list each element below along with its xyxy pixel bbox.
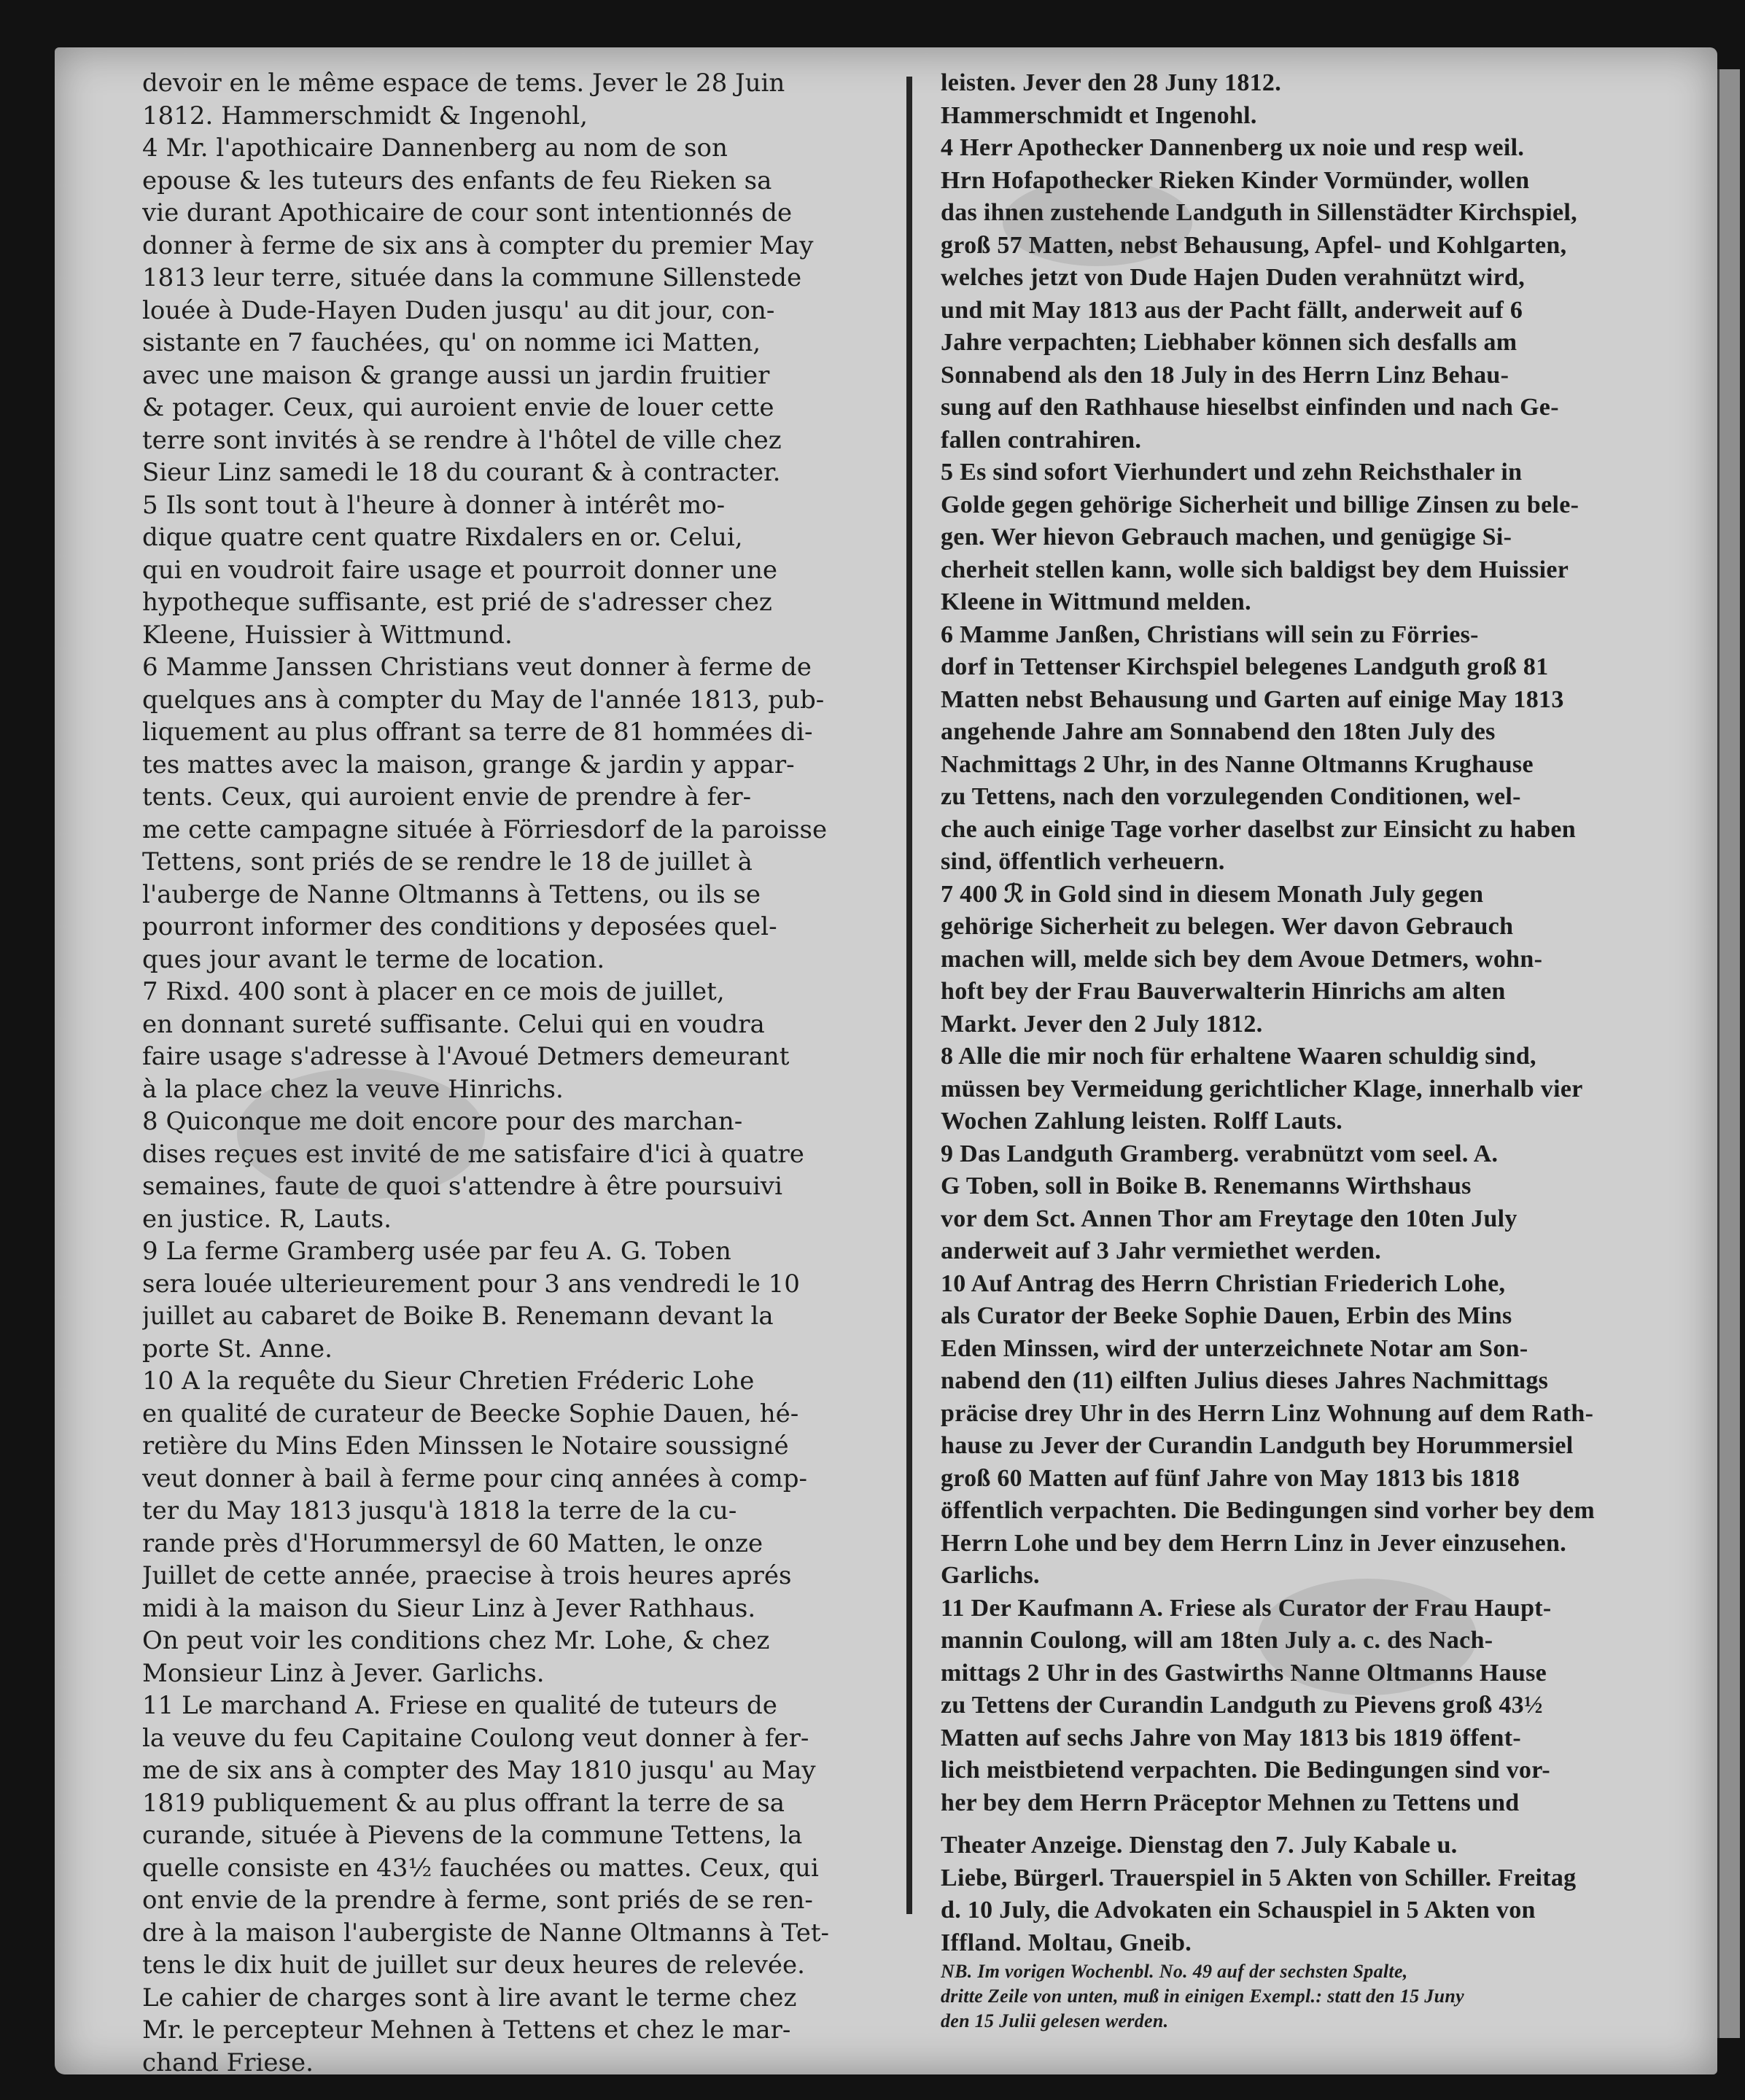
text-line: nabend den (11) eilften Julius dieses Jahres Nachmittags bbox=[941, 1367, 1549, 1394]
text-line: Markt. Jever den 2 July 1812. bbox=[941, 1010, 1263, 1038]
text-line: Matten nebst Behausung und Garten auf einige May 1813 bbox=[941, 685, 1564, 713]
text-line: dre à la maison l'aubergiste de Nanne Oltmanns à Tet- bbox=[142, 1918, 829, 1948]
text-line: epouse & les tuteurs des enfants de feu Rieken sa bbox=[142, 166, 772, 195]
text-line: ter du May 1813 jusqu'à 1818 la terre de la cu- bbox=[142, 1496, 737, 1525]
text-line: Sonnabend als den 18 July in des Herrn Linz Behau- bbox=[941, 361, 1509, 389]
text-line: Garlichs. bbox=[941, 1562, 1040, 1589]
text-line: sistante en 7 fauchées, qu' on nomme ici Matten, bbox=[142, 328, 761, 357]
text-line: liquement au plus offrant sa terre de 81 hommées di- bbox=[142, 718, 813, 747]
text-line: midi à la maison du Sieur Linz à Jever Rathhaus. bbox=[142, 1593, 756, 1623]
text-line: gen. Wer hievon Gebrauch machen, und genügige Si- bbox=[941, 524, 1512, 551]
text-line: Matten auf sechs Jahre von May 1813 bis 1819 öffent- bbox=[941, 1724, 1521, 1751]
section-gap bbox=[941, 1819, 1699, 1829]
text-line: porte St. Anne. bbox=[142, 1334, 333, 1364]
text-line: welches jetzt von Dude Hajen Duden verahnützt wird, bbox=[941, 264, 1526, 291]
text-line: curande, située à Pievens de la commune Tettens, la bbox=[142, 1821, 803, 1850]
text-line: vie durant Apothicaire de cour sont intentionnés de bbox=[142, 198, 793, 228]
text-line: tes mattes avec la maison, grange & jardin y appar- bbox=[142, 750, 795, 779]
text-line: sung auf den Rathhause hieselbst einfinden und nach Ge- bbox=[941, 394, 1559, 421]
text-line: das ihnen zustehende Landguth in Sillenstädter Kirchspiel, bbox=[941, 199, 1577, 226]
text-line: l'auberge de Nanne Oltmanns à Tettens, ou ils se bbox=[142, 879, 761, 909]
text-line: devoir en le même espace de tems. Jever le 28 Juin bbox=[142, 69, 785, 98]
text-line: ques jour avant le terme de location. bbox=[142, 944, 605, 974]
text-line: groß 57 Matten, nebst Behausung, Apfel- und Kohlgarten, bbox=[941, 231, 1567, 259]
text-line: vor dem Sct. Annen Thor am Freytage den 10ten July bbox=[941, 1205, 1517, 1232]
text-line: me de six ans à compter des May 1810 jusqu' au May bbox=[142, 1756, 816, 1785]
text-line: müssen bey Vermeidung gerichtlicher Klage, innerhalb vier bbox=[941, 1075, 1583, 1102]
text-line: ont envie de la prendre à ferme, sont priés de se ren- bbox=[142, 1886, 813, 1915]
column-divider-rule bbox=[906, 77, 912, 1914]
text-line: anderweit auf 3 Jahr vermiethet werden. bbox=[941, 1237, 1382, 1264]
text-line: Kleene in Wittmund melden. bbox=[941, 588, 1251, 615]
text-line: 9 La ferme Gramberg usée par feu A. G. Toben bbox=[142, 1237, 731, 1266]
text-line: quelques ans à compter du May de l'année 1813, pub- bbox=[142, 685, 825, 715]
text-line: zu Tettens, nach den vorzulegenden Conditionen, wel- bbox=[941, 783, 1521, 810]
text-line: semaines, faute de quoi s'attendre à être poursuivi bbox=[142, 1172, 782, 1201]
text-line: 7 400 ℛ in Gold sind in diesem Monath July gegen bbox=[941, 880, 1484, 908]
text-line: me cette campagne située à Förriesdorf de la paroisse bbox=[142, 814, 828, 844]
text-line: 1819 publiquement & au plus offrant la terre de sa bbox=[142, 1788, 785, 1818]
text-line: donner à ferme de six ans à compter du premier May bbox=[142, 230, 814, 260]
text-line: qui en voudroit faire usage et pourroit donner une bbox=[142, 555, 777, 585]
text-line: en justice. R, Lauts. bbox=[142, 1204, 392, 1234]
text-line: terre sont invités à se rendre à l'hôtel de ville chez bbox=[142, 425, 782, 455]
theater-notice-line: Theater Anzeige. Dienstag den 7. July Kabale u. bbox=[941, 1832, 1458, 1859]
text-line: avec une maison & grange aussi un jardin fruitier bbox=[142, 360, 770, 390]
text-line: hoft bey der Frau Bauverwalterin Hinrichs am alten bbox=[941, 978, 1506, 1005]
text-line: 1812. Hammerschmidt & Ingenohl, bbox=[142, 101, 588, 131]
text-line: chand Friese. bbox=[142, 2048, 314, 2077]
text-line: dises reçues est invité de me satisfaire d'ici à quatre bbox=[142, 1139, 804, 1169]
text-line: che auch einige Tage vorher daselbst zur Einsicht zu haben bbox=[941, 815, 1576, 843]
text-line: sera louée ulterieurement pour 3 ans vendredi le 10 bbox=[142, 1269, 800, 1299]
french-column bbox=[142, 67, 886, 2079]
text-line: 4 Herr Apothecker Dannenberg ux noie und resp weil. bbox=[941, 134, 1525, 161]
text-line: 6 Mamme Janssen Christians veut donner à ferme de bbox=[142, 653, 812, 682]
text-line: Kleene, Huissier à Wittmund. bbox=[142, 620, 513, 650]
text-line: 5 Ils sont tout à l'heure à donner à intérêt mo- bbox=[142, 490, 726, 520]
text-line: gehörige Sicherheit zu belegen. Wer davon Gebrauch bbox=[941, 913, 1514, 940]
text-line: 10 A la requête du Sieur Chretien Fréderic Lohe bbox=[142, 1366, 755, 1396]
text-line: Eden Minssen, wird der unterzeichnete Notar am Son- bbox=[941, 1334, 1528, 1362]
nb-note-line: dritte Zeile von unten, muß in einigen Exempl.: statt den 15 Juny bbox=[941, 1986, 1464, 2007]
text-line: machen will, melde sich bey dem Avoue Detmers, wohn- bbox=[941, 945, 1543, 973]
text-line: Herrn Lohe und bey dem Herrn Linz in Jever einzusehen. bbox=[941, 1529, 1566, 1557]
theater-notice-line: d. 10 July, die Advokaten ein Schauspiel in 5 Akten von bbox=[941, 1897, 1536, 1924]
text-line: Le cahier de charges sont à lire avant le terme chez bbox=[142, 1983, 797, 2012]
text-line: faire usage s'adresse à l'Avoué Detmers demeurant bbox=[142, 1042, 790, 1071]
text-line: Monsieur Linz à Jever. Garlichs. bbox=[142, 1658, 545, 1688]
text-line: dique quatre cent quatre Rixdalers en or. Celui, bbox=[142, 523, 743, 552]
text-line: 8 Quiconque me doit encore pour des marchan- bbox=[142, 1107, 743, 1136]
german-column bbox=[941, 67, 1699, 2034]
text-line: 10 Auf Antrag des Herrn Christian Friederich Lohe, bbox=[941, 1269, 1506, 1297]
text-line: Juillet de cette année, praecise à trois heures aprés bbox=[142, 1561, 792, 1590]
text-line: lich meistbietend verpachten. Die Bedingungen sind vor- bbox=[941, 1757, 1550, 1784]
text-line: Mr. le percepteur Mehnen à Tettens et chez le mar- bbox=[142, 2015, 791, 2045]
text-line: Jahre verpachten; Liebhaber können sich desfalls am bbox=[941, 329, 1517, 356]
text-line: leisten. Jever den 28 Juny 1812. bbox=[941, 69, 1282, 96]
text-line: präcise drey Uhr in des Herrn Linz Wohnung auf dem Rath- bbox=[941, 1399, 1594, 1427]
text-line: zu Tettens der Curandin Landguth zu Pievens groß 43½ bbox=[941, 1692, 1543, 1719]
theater-notice-line: Iffland. Moltau, Gneib. bbox=[941, 1929, 1192, 1956]
text-line: la veuve du feu Capitaine Coulong veut donner à fer- bbox=[142, 1723, 809, 1753]
text-line: tents. Ceux, qui auroient envie de prendre à fer- bbox=[142, 782, 752, 812]
text-line: 7 Rixd. 400 sont à placer en ce mois de juillet, bbox=[142, 977, 725, 1006]
next-page-edge bbox=[1717, 69, 1740, 2038]
text-line: cherheit stellen kann, wolle sich baldigst bey dem Huissier bbox=[941, 556, 1569, 583]
text-line: und mit May 1813 aus der Pacht fällt, anderweit auf 6 bbox=[941, 296, 1523, 324]
text-line: mannin Coulong, will am 18ten July a. c. des Nach- bbox=[941, 1627, 1493, 1654]
text-line: als Curator der Beeke Sophie Dauen, Erbin des Mins bbox=[941, 1302, 1512, 1329]
text-line: groß 60 Matten auf fünf Jahre von May 1813 bis 1818 bbox=[941, 1464, 1520, 1492]
text-line: G Toben, soll in Boike B. Renemanns Wirthshaus bbox=[941, 1172, 1472, 1199]
text-line: quelle consiste en 43½ fauchées ou mattes. Ceux, qui bbox=[142, 1853, 819, 1883]
text-line: mittags 2 Uhr in des Gastwirths Nanne Oltmanns Hause bbox=[941, 1659, 1547, 1687]
text-line: en donnant sureté suffisante. Celui qui en voudra bbox=[142, 1009, 765, 1039]
text-line: fallen contrahiren. bbox=[941, 426, 1142, 454]
text-line: 11 Der Kaufmann A. Friese als Curator der Frau Haupt- bbox=[941, 1594, 1552, 1622]
text-line: Sieur Linz samedi le 18 du courant & à contracter. bbox=[142, 458, 781, 487]
nb-note-line: NB. Im vorigen Wochenbl. No. 49 auf der sechsten Spalte, bbox=[941, 1961, 1408, 1982]
text-line: 6 Mamme Janßen, Christians will sein zu Förries- bbox=[941, 621, 1479, 648]
text-line: öffentlich verpachten. Die Bedingungen sind vorher bey dem bbox=[941, 1497, 1595, 1524]
text-line: 9 Das Landguth Gramberg. verabnützt vom seel. A. bbox=[941, 1140, 1499, 1167]
text-line: Golde gegen gehörige Sicherheit und billige Zinsen zu bele- bbox=[941, 491, 1579, 518]
text-line: veut donner à bail à ferme pour cinq années à comp- bbox=[142, 1463, 808, 1493]
text-line: pourront informer des conditions y deposées quel- bbox=[142, 912, 777, 941]
text-line: her bey dem Herrn Präceptor Mehnen zu Tettens und bbox=[941, 1789, 1520, 1816]
text-line: retière du Mins Eden Minssen le Notaire soussigné bbox=[142, 1431, 789, 1461]
text-line: 4 Mr. l'apothicaire Dannenberg au nom de son bbox=[142, 133, 728, 163]
text-line: hypotheque suffisante, est prié de s'adresser chez bbox=[142, 588, 772, 617]
text-line: & potager. Ceux, qui auroient envie de louer cette bbox=[142, 393, 774, 422]
text-line: Nachmittags 2 Uhr, in des Nanne Oltmanns Krughause bbox=[941, 750, 1534, 778]
text-line: à la place chez la veuve Hinrichs. bbox=[142, 1074, 564, 1104]
text-line: On peut voir les conditions chez Mr. Lohe, & chez bbox=[142, 1626, 770, 1655]
text-line: rande près d'Horummersyl de 60 Matten, le onze bbox=[142, 1528, 763, 1558]
text-line: louée à Dude-Hayen Duden jusqu' au dit jour, con- bbox=[142, 295, 775, 325]
text-line: Hrn Hofapothecker Rieken Kinder Vormünder, wollen bbox=[941, 166, 1530, 194]
text-line: Tettens, sont priés de se rendre le 18 de juillet à bbox=[142, 847, 753, 876]
text-line: sind, öffentlich verheuern. bbox=[941, 848, 1225, 875]
text-line: hause zu Jever der Curandin Landguth bey Horummersiel bbox=[941, 1432, 1574, 1459]
theater-notice-line: Liebe, Bürgerl. Trauerspiel in 5 Akten von Schiller. Freitag bbox=[941, 1864, 1577, 1891]
text-line: 1813 leur terre, située dans la commune Sillenstede bbox=[142, 263, 802, 292]
text-line: juillet au cabaret de Boike B. Renemann devant la bbox=[142, 1302, 774, 1331]
text-line: Hammerschmidt et Ingenohl. bbox=[941, 101, 1257, 129]
text-line: 11 Le marchand A. Friese en qualité de tuteurs de bbox=[142, 1691, 777, 1720]
nb-note-line: den 15 Julii gelesen werden. bbox=[941, 2010, 1169, 2031]
text-line: 5 Es sind sofort Vierhundert und zehn Reichsthaler in bbox=[941, 459, 1523, 486]
text-line: angehende Jahre am Sonnabend den 18ten July des bbox=[941, 718, 1496, 745]
text-line: Wochen Zahlung leisten. Rolff Lauts. bbox=[941, 1108, 1343, 1135]
text-line: en qualité de curateur de Beecke Sophie Dauen, hé- bbox=[142, 1399, 799, 1428]
text-line: dorf in Tettenser Kirchspiel belegenes Landguth groß 81 bbox=[941, 653, 1549, 680]
text-line: 8 Alle die mir noch für erhaltene Waaren schuldig sind, bbox=[941, 1043, 1536, 1070]
text-line: tens le dix huit de juillet sur deux heures de relevée. bbox=[142, 1951, 805, 1980]
